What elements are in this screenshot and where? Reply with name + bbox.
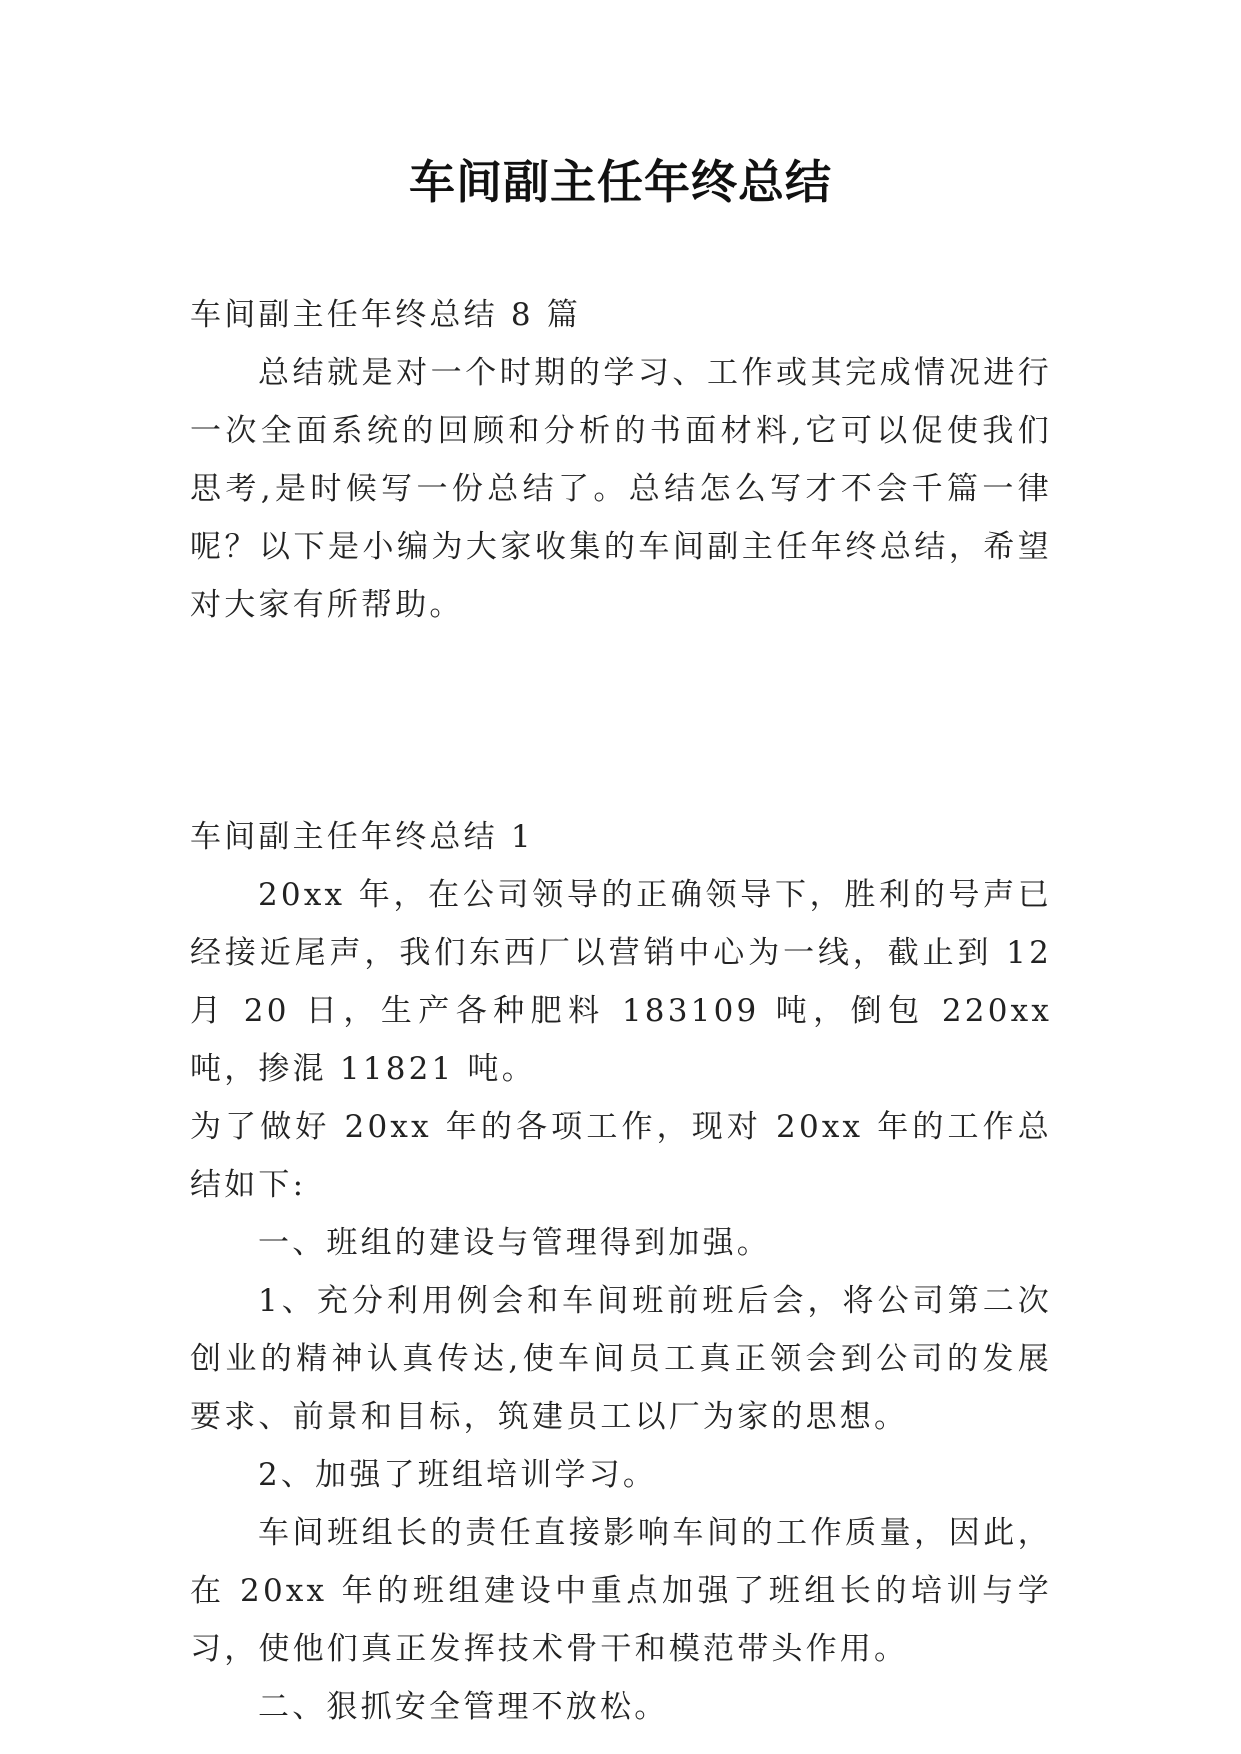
- body-paragraph: 二、狠抓安全管理不放松。: [258, 1689, 669, 1725]
- document-subtitle: 车间副主任年终总结 8 篇: [190, 297, 582, 333]
- body-paragraph: 一、班组的建设与管理得到加强。: [258, 1225, 771, 1261]
- body-paragraph: 1、充分利用例会和车间班前班后会，将公司第二次创业的精神认真传达,使车间员工真正领会到公司的发展要求、前景和目标，筑建员工以厂为家的思想。: [190, 1283, 1052, 1435]
- section-heading: 车间副主任年终总结 1: [190, 819, 534, 855]
- body-paragraph: 20xx 年，在公司领导的正确领导下，胜利的号声已经接近尾声，我们东西厂以营销中心为一线，截止到 12 月 20 日，生产各种肥料 183109 吨，倒包 220xx 吨，掺混 11821 吨。: [190, 877, 1052, 1087]
- body-paragraph: 为了做好 20xx 年的各项工作，现对 20xx 年的工作总结如下:: [190, 1109, 1052, 1203]
- intro-paragraph: 总结就是对一个时期的学习、工作或其完成情况进行一次全面系统的回顾和分析的书面材料,它可以促使我们思考,是时候写一份总结了。总结怎么写才不会千篇一律呢？以下是小编为大家收集的车间副主任年终总结，希望对大家有所帮助。: [190, 355, 1052, 623]
- document-body: [190, 286, 1052, 1736]
- page-title: 车间副主任年终总结: [409, 155, 832, 209]
- section-spacer: [190, 634, 1052, 808]
- body-paragraph: 车间班组长的责任直接影响车间的工作质量，因此，在 20xx 年的班组建设中重点加强了班组长的培训与学习，使他们真正发挥技术骨干和模范带头作用。: [190, 1515, 1052, 1667]
- body-paragraph: 2、加强了班组培训学习。: [258, 1457, 658, 1493]
